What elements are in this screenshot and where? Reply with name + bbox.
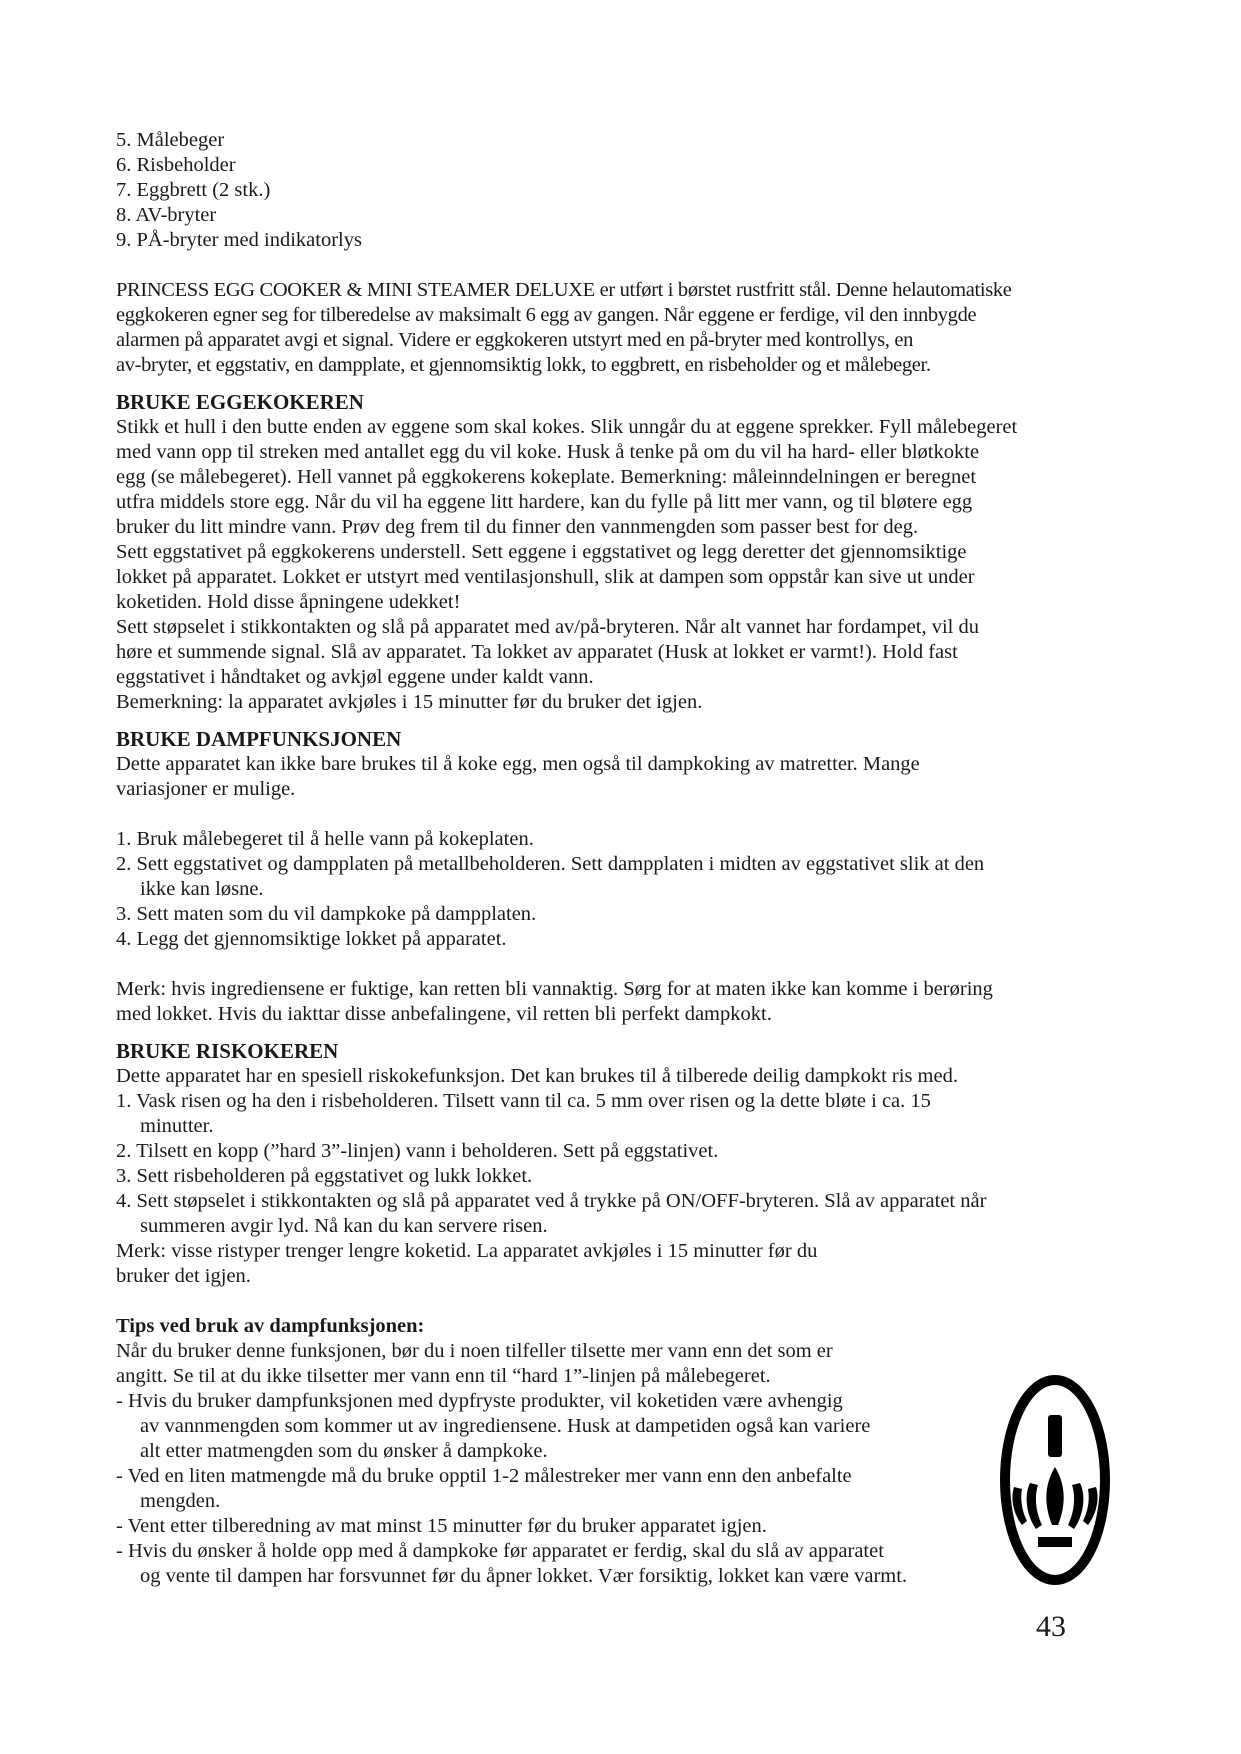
section-steam-function [116,727,1136,1027]
parts-list [116,128,1136,253]
paragraph-line: variasjoner er mulige. [116,778,296,800]
paragraph-line: med lokket. Hvis du iakttar disse anbefalingene, vil retten bli perfekt dampkokt. [116,1003,772,1025]
paragraph-line: Merk: hvis ingrediensene er fuktige, kan retten bli vannaktig. Sørg for at maten ikke kan komme i berøring [116,978,993,1000]
list-item-continuation: og vente til dampen har forsvunnet før du åpner lokket. Vær forsiktig, lokket kan være varmt. [140,1565,908,1587]
paragraph-line: av-bryter, et eggstativ, en dampplate, et gjennomsiktig lokk, to eggbrett, en risbeholder og et målebeger. [116,354,931,376]
paragraph-line: Merk: visse ristyper trenger lengre koketid. La apparatet avkjøles i 15 minutter før du [116,1240,818,1262]
list-item: 3. Sett maten som du vil dampkoke på dampplaten. [116,903,537,925]
list-item: 3. Sett risbeholderen på eggstativet og lukk lokket. [116,1165,533,1187]
paragraph-line: egg (se målebegeret). Hell vannet på eggkokerens kokeplate. Bemerkning: måleinndelningen er beregnet [116,466,977,488]
list-item: 2. Tilsett en kopp (”hard 3”-linjen) vann i beholderen. Sett på eggstativet. [116,1140,719,1162]
list-item: 1. Bruk målebegeret til å helle vann på kokeplaten. [116,828,534,850]
paragraph-line: PRINCESS EGG COOKER & MINI STEAMER DELUXE er utført i børstet rustfritt stål. Denne helautomatiske [116,279,1012,301]
paragraph-line: Sett støpselet i stikkontakten og slå på apparatet med av/på-bryteren. Når alt vannet har fordampet, vil du [116,616,980,638]
section-heading: BRUKE RISKOKEREN [116,1039,339,1063]
list-item: 1. Vask risen og ha den i risbeholderen. Tilsett vann til ca. 5 mm over risen og la dette bløte i ca. 15 [116,1090,931,1112]
list-item: - Vent etter tilberedning av mat minst 15 minutter før du bruker apparatet igjen. [116,1515,767,1537]
paragraph-line: Stikk et hull i den butte enden av eggene som skal kokes. Slik unngår du at eggene sprekker. Fyll målebegeret [116,416,1018,438]
paragraph-line: Sett eggstativet på eggkokerens understell. Sett eggene i eggstativet og legg deretter det gjennomsiktige [116,541,967,563]
paragraph-line: lokket på apparatet. Lokket er utstyrt med ventilasjonshull, slik at dampen som oppstår kan sive ut under [116,566,975,588]
list-item: - Ved en liten matmengde må du bruke opptil 1-2 målestreker mer vann enn den anbefalte [116,1465,852,1487]
list-item-continuation: minutter. [140,1115,214,1137]
paragraph-line: eggkokeren egner seg for tilberedelse av maksimalt 6 egg av gangen. Når eggene er ferdige, vil den innbygde [116,304,977,326]
paragraph-line: angitt. Se til at du ikke tilsetter mer vann enn til “hard 1”-linjen på målebegeret. [116,1365,771,1387]
section-rice-cooker [116,1039,1136,1289]
list-item: 2. Sett eggstativet og dampplaten på metallbeholderen. Sett dampplaten i midten av eggstativet slik at den [116,853,985,875]
intro-paragraph [116,278,1136,378]
paragraph-line: utfra middels store egg. Når du vil ha eggene litt hardere, kan du fylle på litt mer vann, og til bløtere egg [116,491,973,513]
list-item-continuation: alt etter matmengden som du ønsker å dampkoke. [140,1440,548,1462]
steam-warning-icon [1000,1375,1110,1585]
paragraph-line: med vann opp til streken med antallet egg du vil koke. Husk å tenke på om du vil ha hard- eller bløtkokte [116,441,980,463]
list-item: - Hvis du ønsker å holde opp med å dampkoke før apparatet er ferdig, skal du slå av apparatet [116,1540,884,1562]
list-item: 8. AV-bryter [116,204,217,226]
list-item: - Hvis du bruker dampfunksjonen med dypfryste produkter, vil koketiden være avhengig [116,1390,843,1412]
paragraph-line: eggstativet i håndtaket og avkjøl eggene under kaldt vann. [116,666,594,688]
list-item: 5. Målebeger [116,129,225,151]
section-tips [116,1314,1136,1589]
section-heading: BRUKE EGGEKOKEREN [116,390,364,414]
section-egg-cooker [116,390,1136,715]
page-number: 43 [1036,1610,1066,1643]
paragraph-line: koketiden. Hold disse åpningene udekket! [116,591,461,613]
list-item: 9. PÅ-bryter med indikatorlys [116,229,362,251]
list-item-continuation: ikke kan løsne. [140,878,264,900]
paragraph-line: bruker det igjen. [116,1265,251,1287]
paragraph-line: Bemerkning: la apparatet avkjøles i 15 minutter før du bruker det igjen. [116,691,703,713]
paragraph-line: Dette apparatet har en spesiell riskokefunksjon. Det kan brukes til å tilberede deilig dampkokt ris med. [116,1065,958,1087]
section-heading: BRUKE DAMPFUNKSJONEN [116,727,402,751]
list-item-continuation: summeren avgir lyd. Nå kan du kan servere risen. [140,1215,548,1237]
list-item: 7. Eggbrett (2 stk.) [116,179,271,201]
paragraph-line: Dette apparatet kan ikke bare brukes til å koke egg, men også til dampkoking av matretter. Mange [116,753,920,775]
list-item-continuation: av vannmengden som kommer ut av ingrediensene. Husk at dampetiden også kan variere [140,1415,871,1437]
paragraph-line: Når du bruker denne funksjonen, bør du i noen tilfeller tilsette mer vann enn det som er [116,1340,833,1362]
page-content [116,128,1136,1589]
paragraph-line: bruker du litt mindre vann. Prøv deg frem til du finner den vannmengden som passer best for deg. [116,516,919,538]
paragraph-line: høre et summende signal. Slå av apparatet. Ta lokket av apparatet (Husk at lokket er varmt!). Hold fast [116,641,958,663]
section-heading: Tips ved bruk av dampfunksjonen: [116,1315,425,1337]
list-item-continuation: mengden. [140,1490,221,1512]
list-item: 4. Sett støpselet i stikkontakten og slå på apparatet ved å trykke på ON/OFF-bryteren. Slå av apparatet når [116,1190,987,1212]
list-item: 4. Legg det gjennomsiktige lokket på apparatet. [116,928,507,950]
list-item: 6. Risbeholder [116,154,236,176]
paragraph-line: alarmen på apparatet avgi et signal. Videre er eggkokeren utstyrt med en på-bryter med kontrollys, en [116,329,913,351]
